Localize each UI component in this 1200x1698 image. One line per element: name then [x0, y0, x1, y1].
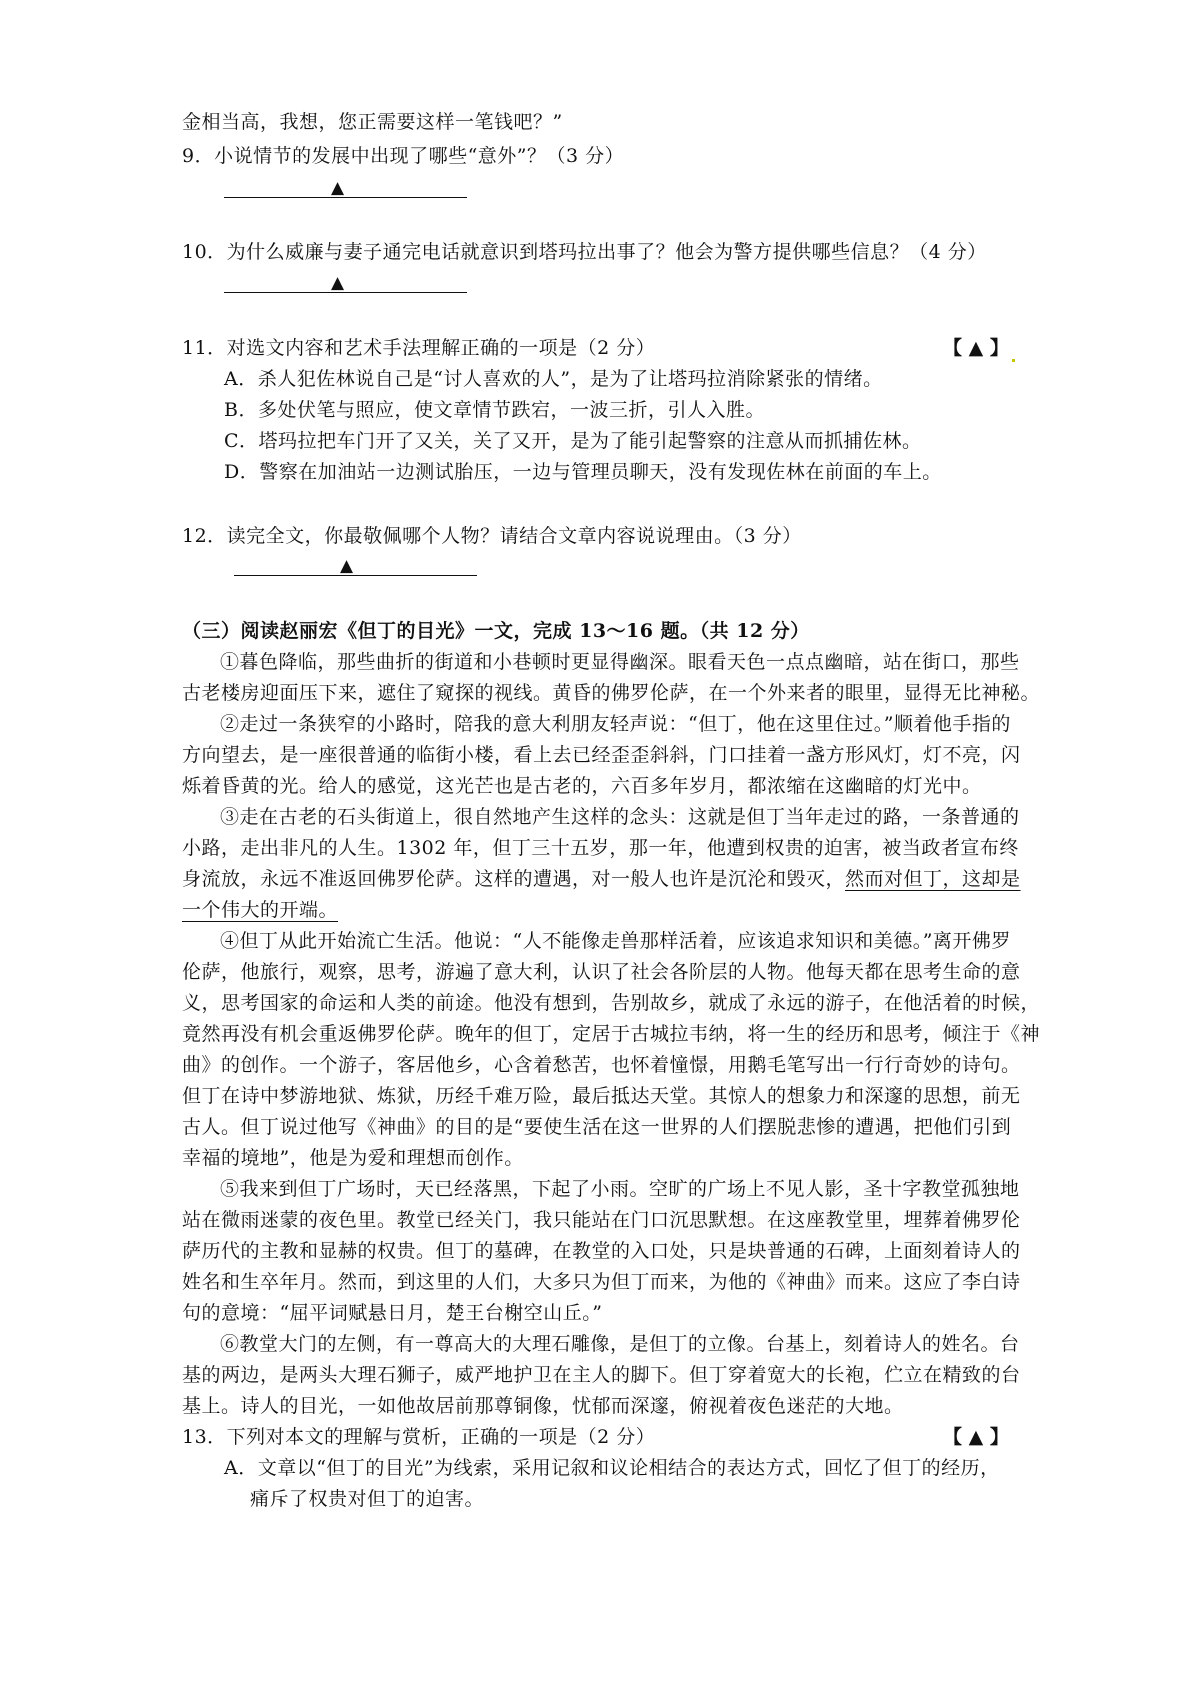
- paragraph-line: 基的两边，是两头大理石狮子，威严地护卫在主人的脚下。但丁穿着宽大的长袍，伫立在精致的台: [182, 1364, 1021, 1386]
- paragraph-line: 竟然再没有机会重返佛罗伦萨。晚年的但丁，定居于古城拉韦纳，将一生的经历和思考，倾注于《神: [182, 1023, 1041, 1045]
- paragraph-line: ②走过一条狭窄的小路时，陪我的意大利朋友轻声说：“但丁，他在这里住过。”顺着他手指的: [220, 713, 1011, 735]
- paragraph-line: 基上。诗人的目光，一如他故居前那尊铜像，忧郁而深邃，俯视着夜色迷茫的大地。: [182, 1395, 904, 1417]
- question-11: 11．对选文内容和艺术手法理解正确的一项是（2 分）: [182, 337, 656, 359]
- paragraph-line: 古人。但丁说过他写《神曲》的目的是“要使生活在这一世界的人们摆脱悲惨的遭遇，把他们引到: [182, 1116, 1012, 1138]
- paragraph-line: 姓名和生卒年月。然而，到这里的人们，大多只为但丁而来，为他的《神曲》而来。这应了李白诗: [182, 1271, 1021, 1293]
- answer-marker: ▲: [331, 178, 345, 198]
- answer-blank-12[interactable]: [234, 575, 477, 576]
- answer-bracket-11[interactable]: [943, 334, 1015, 362]
- paragraph-line: ⑥教堂大门的左侧，有一尊高大的大理石雕像，是但丁的立像。台基上，刻着诗人的姓名。台: [220, 1333, 1020, 1355]
- question-9: 9．小说情节的发展中出现了哪些“意外”？（3 分）: [182, 145, 625, 167]
- answer-bracket-13[interactable]: 【 ▲ 】: [943, 1426, 1009, 1448]
- option-b: B．多处伏笔与照应，使文章情节跌宕，一波三折，引人入胜。: [224, 399, 765, 421]
- question-12: 12．读完全文，你最敬佩哪个人物？请结合文章内容说说理由。（3 分）: [182, 525, 802, 547]
- paragraph-line: ⑤我来到但丁广场时，天已经落黑，下起了小雨。空旷的广场上不见人影，圣十字教堂孤独地: [220, 1178, 1020, 1200]
- underlined-sentence: 然而对但丁，这却是: [845, 868, 1021, 890]
- answer-marker: ▲: [340, 556, 354, 576]
- underlined-sentence: 一个伟大的开端。: [182, 899, 339, 921]
- paragraph-line: 小路，走出非凡的人生。1302 年，但丁三十五岁，那一年，他遭到权贵的迫害，被当政者宣布终: [182, 837, 1019, 859]
- question-10: 10．为什么威廉与妻子通完电话就意识到塔玛拉出事了？他会为警方提供哪些信息？（4 分）: [182, 241, 987, 263]
- answer-marker: ▲: [331, 273, 345, 293]
- paragraph-line: 萨历代的主教和显赫的权贵。但丁的墓碑，在教堂的入口处，只是块普通的石碑，上面刻着诗人的: [182, 1240, 1021, 1262]
- paragraph-line: [182, 896, 338, 924]
- bracket-mark: 【 ▲ 】: [943, 337, 1009, 359]
- paragraph-line: 但丁在诗中梦游地狱、炼狱，历经千难万险，最后抵达天堂。其惊人的想象力和深邃的思想，前无: [182, 1085, 1021, 1107]
- paragraph-line: 烁着昏黄的光。给人的感觉，这光芒也是古老的，六百多年岁月，都浓缩在这幽暗的灯光中。: [182, 775, 982, 797]
- option-a: A．杀人犯佐林说自己是“讨人喜欢的人”，是为了让塔玛拉消除紧张的情绪。: [224, 368, 883, 390]
- paragraph-line: 站在微雨迷蒙的夜色里。教堂已经关门，我只能站在门口沉思默想。在这座教堂里，埋葬着佛罗伦: [182, 1209, 1021, 1231]
- paragraph-line: ①暮色降临，那些曲折的街道和小巷顿时更显得幽深。眼看天色一点点幽暗，站在街口，那些: [220, 651, 1020, 673]
- option-d: D．警察在加油站一边测试胎压，一边与管理员聊天，没有发现佐林在前面的车上。: [224, 461, 942, 483]
- highlight-dot: [1012, 359, 1015, 362]
- option-a: A．文章以“但丁的目光”为线索，采用记叙和议论相结合的表达方式，回忆了但丁的经历，: [224, 1457, 1000, 1479]
- answer-blank-9[interactable]: [224, 197, 467, 198]
- paragraph-line: 幸福的境地”，他是为爱和理想而创作。: [182, 1147, 524, 1169]
- answer-blank-10[interactable]: [224, 292, 467, 293]
- paragraph-line: [182, 865, 1021, 893]
- paragraph-line: 方向望去，是一座很普通的临街小楼，看上去已经歪歪斜斜，门口挂着一盏方形风灯，灯不亮，闪: [182, 744, 1021, 766]
- section-heading: （三）阅读赵丽宏《但丁的目光》一文，完成 13～16 题。（共 12 分）: [182, 620, 810, 642]
- text-line: 金相当高，我想，您正需要这样一笔钱吧？”: [182, 111, 563, 133]
- paragraph-line: 义，思考国家的命运和人类的前途。他没有想到，告别故乡，就成了永远的游子，在他活着的时候，: [182, 992, 1041, 1014]
- paragraph-line: ③走在古老的石头街道上，很自然地产生这样的念头：这就是但丁当年走过的路，一条普通的: [220, 806, 1020, 828]
- paragraph-line: 古老楼房迎面压下来，遮住了窥探的视线。黄昏的佛罗伦萨，在一个外来者的眼里，显得无比神秘。: [182, 682, 1041, 704]
- question-13: 13．下列对本文的理解与赏析，正确的一项是（2 分）: [182, 1426, 656, 1448]
- option-c: C．塔玛拉把车门开了又关，关了又开，是为了能引起警察的注意从而抓捕佐林。: [224, 430, 922, 452]
- plain-text: 身流放，永远不准返回佛罗伦萨。这样的遭遇，对一般人也许是沉沦和毁灭，: [182, 868, 846, 890]
- paragraph-line: 曲》的创作。一个游子，客居他乡，心含着愁苦，也怀着憧憬，用鹅毛笔写出一行行奇妙的诗句。: [182, 1054, 1021, 1076]
- paragraph-line: 伦萨，他旅行，观察，思考，游遍了意大利，认识了社会各阶层的人物。他每天都在思考生命的意: [182, 961, 1021, 983]
- option-a-continued: 痛斥了权贵对但丁的迫害。: [250, 1488, 485, 1510]
- paragraph-line: ④但丁从此开始流亡生活。他说：“人不能像走兽那样活着，应该追求知识和美德。”离开佛罗: [220, 930, 1011, 952]
- paragraph-line: 句的意境：“屈平词赋悬日月，楚王台榭空山丘。”: [182, 1302, 603, 1324]
